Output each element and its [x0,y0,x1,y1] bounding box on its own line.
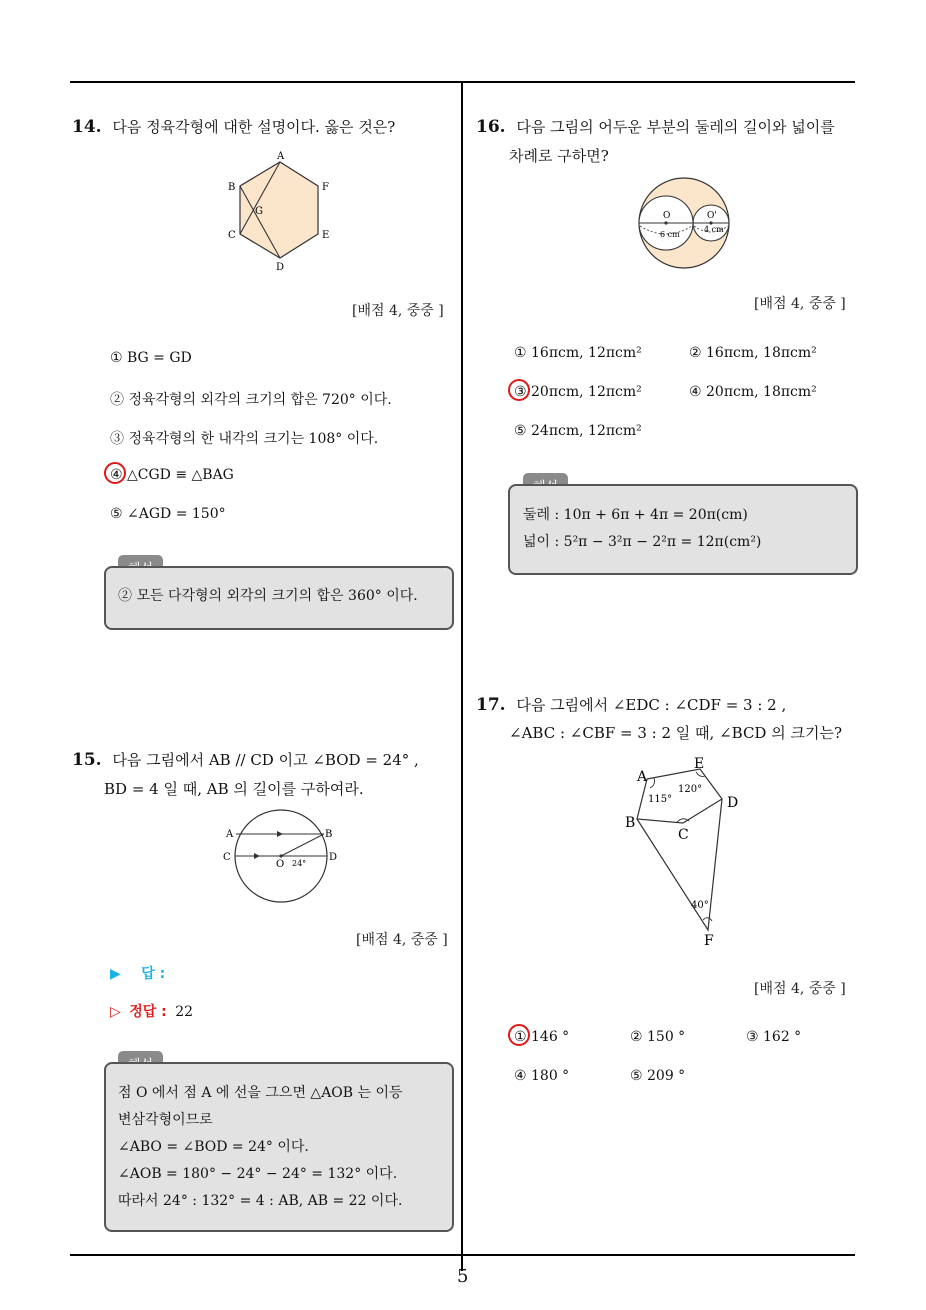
q17-answer-circle [508,1024,530,1046]
fig-label: G [255,206,263,217]
q14-hexagon-figure [220,148,340,276]
q15-line2: BD = 4 일 때, AB 의 길이를 구하여라. [104,780,364,798]
q14-choice-4[interactable]: ④ △CGD ≡ △BAG [110,467,234,483]
correct-label: 정답 : [129,1004,167,1020]
fig-label: B [228,182,236,193]
fig-label: 40° [691,900,709,911]
q15-expl-line: 변삼각형이므로 [118,1112,213,1128]
q15-number: 15. [72,750,102,770]
fig-label: 24° [292,859,307,868]
fig-label: A [637,769,648,785]
q16-choice-3[interactable]: ③ 20πcm, 12πcm² [514,384,642,400]
q14-choice-3[interactable]: ③ 정육각형의 한 내각의 크기는 108° 이다. [110,431,379,447]
q17-choice-3[interactable]: ③ 162 ° [746,1029,802,1045]
q15-answer-row [110,963,165,983]
fig-label: C [223,852,231,863]
q16-line1: 다음 그림의 어두운 부분의 둘레의 길이와 넓이를 [516,118,835,136]
fig-label: F [704,933,714,949]
q14-choice-2[interactable]: ② 정육각형의 외각의 크기의 합은 720° 이다. [110,392,392,408]
q16-expl-line: 둘레 : 10π + 6π + 4π = 20π(cm) [523,507,748,523]
fig-label: 4 cm [704,225,724,234]
q17-meta: [배점 4, 중중 ] [754,981,846,997]
fig-label: O' [707,211,717,221]
correct-value: 22 [175,1004,194,1020]
q14-question [72,116,395,137]
fig-label: D [329,852,338,863]
correct-marker: ▷ [110,1004,121,1020]
hexagon [240,162,318,258]
fig-label: A [226,829,234,840]
q16-answer-circle [508,379,530,401]
fig-label: F [322,182,329,193]
fig-label: 6 cm [660,230,680,239]
q14-answer-circle [104,462,126,484]
q16-number: 16. [476,117,506,137]
q17-number: 17. [476,695,506,715]
q16-circles-figure [634,176,734,276]
q16-meta: [배점 4, 중중 ] [754,296,846,312]
fig-label: B [325,829,333,840]
fig-label: O [276,859,285,870]
q14-expl-text: ② 모든 다각형의 외각의 크기의 합은 360° 이다. [118,588,418,604]
q14-meta: [배점 4, 중중 ] [352,303,444,319]
page-number: 5 [457,1266,469,1287]
q16-question-line1 [476,116,835,137]
q15-line1: 다음 그림에서 AB // CD 이고 ∠BOD = 24° , [112,751,419,769]
answer-marker: ▶ [110,966,121,982]
q17-choice-1[interactable]: ① 146 ° [514,1029,570,1045]
q15-expl-line: 점 O 에서 점 A 에 선을 그으면 △AOB 는 이등 [118,1085,403,1101]
q17-polygon-figure [620,755,750,955]
q15-expl-line: 따라서 24° : 132° = 4 : AB, AB = 22 이다. [118,1193,403,1209]
answer-label: 답 : [141,966,166,982]
q16-line2: 차례로 구하면? [509,147,609,165]
fig-label: C [678,827,689,843]
q17-question-line1 [476,694,786,715]
q17-choice-5[interactable]: ⑤ 209 ° [630,1068,686,1084]
fig-label: D [727,795,739,811]
fig-label: 115° [648,794,673,805]
q14-choice-1[interactable]: ① BG = GD [110,350,192,366]
q16-choice-2[interactable]: ② 16πcm, 18πcm² [689,345,817,361]
q14-number: 14. [72,117,102,137]
q17-choice-2[interactable]: ② 150 ° [630,1029,686,1045]
q16-choice-5[interactable]: ⑤ 24πcm, 12πcm² [514,423,642,439]
q15-expl-line: ∠ABO = ∠BOD = 24° 이다. [118,1139,309,1155]
q14-text: 다음 정육각형에 대한 설명이다. 옳은 것은? [112,118,396,136]
q17-choice-4[interactable]: ④ 180 ° [514,1068,570,1084]
q16-expl-line: 넓이 : 5²π − 3²π − 2²π = 12π(cm²) [523,534,762,550]
fig-label: B [625,815,636,831]
q15-question-line1 [72,749,419,770]
q15-circle-figure [222,804,342,904]
column-divider [461,83,463,1271]
fig-label: C [228,230,236,241]
q15-meta: [배점 4, 중중 ] [356,932,448,948]
q15-expl-line: ∠AOB = 180° − 24° − 24° = 132° 이다. [118,1166,398,1182]
fig-label: E [322,230,330,241]
q17-line1: 다음 그림에서 ∠EDC : ∠CDF = 3 : 2 , [516,696,787,714]
fig-label: 120° [678,784,703,795]
fig-label: O [663,211,671,221]
q16-choice-4[interactable]: ④ 20πcm, 18πcm² [689,384,817,400]
fig-label: D [276,262,285,273]
fig-label: A [277,151,285,162]
q14-choice-5[interactable]: ⑤ ∠AGD = 150° [110,506,226,522]
q16-choice-1[interactable]: ① 16πcm, 12πcm² [514,345,642,361]
fig-label: E [694,756,705,772]
q15-correct-row [110,1001,193,1021]
q17-line2: ∠ABC : ∠CBF = 3 : 2 일 때, ∠BCD 의 크기는? [509,724,842,742]
